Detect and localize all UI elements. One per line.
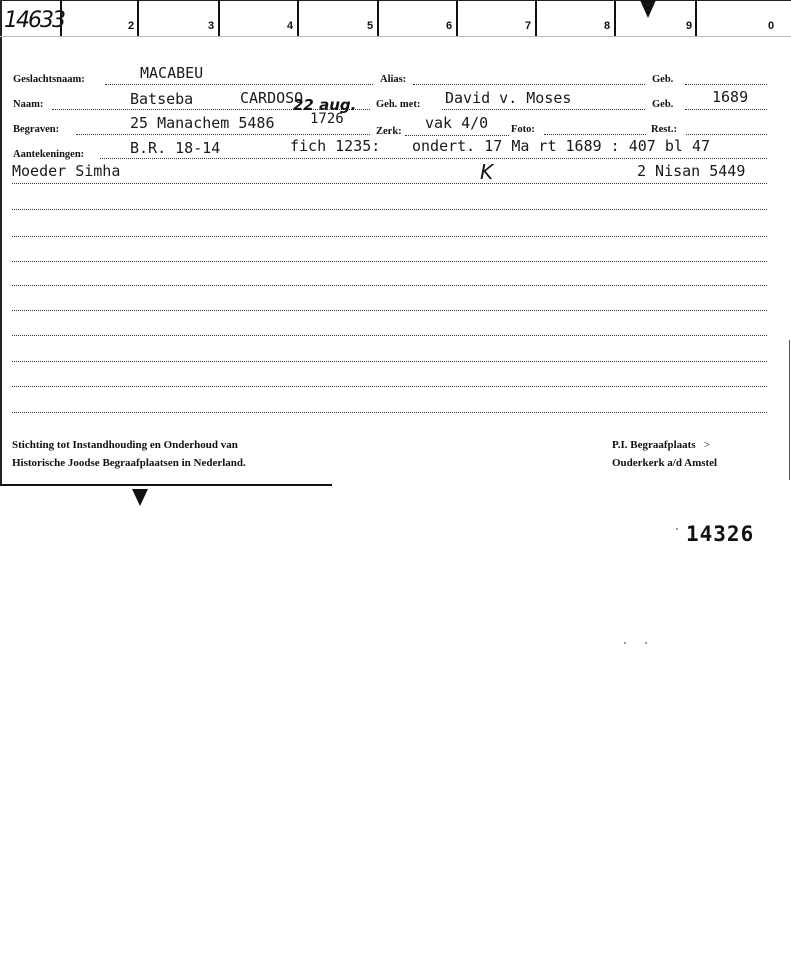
surname-label: Geslachtsnaam:	[13, 74, 85, 85]
ruler-tick	[297, 0, 299, 36]
notes-fiche: fich 1235:	[290, 137, 381, 155]
family-name-value: CARDOSO	[240, 89, 304, 107]
ruler-tick	[137, 0, 139, 36]
footer-org-line-2: Historische Joodse Begraafplaatsen in Nederland.	[12, 457, 246, 469]
notes-reference: B.R. 18-14	[130, 139, 221, 157]
married-label: Geh. met:	[376, 99, 421, 110]
ruled-line	[12, 285, 767, 286]
rest-line	[686, 134, 767, 135]
notes-line	[100, 158, 767, 159]
scan-speck	[676, 528, 678, 530]
buried-label: Begraven:	[13, 124, 60, 135]
ruler-number: 9	[686, 20, 693, 32]
ruled-line	[12, 361, 767, 362]
photo-line	[544, 134, 646, 135]
notes-label: Aantekeningen:	[13, 149, 85, 160]
rest-label: Rest.:	[651, 124, 677, 135]
archive-number: 14326	[686, 522, 755, 546]
ruler-number: 2	[128, 20, 135, 32]
ruler-tick	[456, 0, 458, 36]
grave-value: vak 4/0	[425, 114, 489, 132]
scan-speck	[645, 642, 647, 644]
surname-value: MACABEU	[140, 64, 204, 82]
burial-year-value: 1726	[310, 111, 344, 127]
mother-note: Moeder Simha	[12, 162, 121, 180]
ruled-line	[12, 386, 767, 387]
ruler-number: 6	[446, 20, 453, 32]
ruler-tick	[695, 0, 697, 36]
ruler-tick	[614, 0, 616, 36]
alias-label: Alias:	[380, 74, 407, 85]
punch-notch-top	[640, 0, 656, 18]
buried-line	[76, 134, 370, 135]
first-name-value: Batseba	[130, 90, 194, 108]
handwritten-mark: K	[480, 160, 494, 184]
ruler-number: 3	[208, 20, 215, 32]
birth-label-2: Geb.	[652, 99, 674, 110]
birth-year-value: 1689	[712, 88, 749, 106]
grave-label: Zerk:	[376, 126, 402, 137]
ruled-line	[12, 261, 767, 262]
ruled-line	[12, 335, 767, 336]
punch-notch-bottom	[132, 489, 148, 506]
ruler-tick	[535, 0, 537, 36]
married-line	[442, 109, 645, 110]
birth-line-2	[685, 109, 767, 110]
handwritten-burial-date: 22 aug.	[293, 96, 357, 114]
alias-line	[413, 84, 645, 85]
birth-line-1	[685, 84, 767, 85]
index-card	[0, 0, 791, 486]
ruler-number: 8	[604, 20, 611, 32]
ruler-number: 4	[287, 20, 294, 32]
ruled-line	[12, 310, 767, 311]
married-value: David v. Moses	[445, 89, 572, 107]
surname-line	[105, 84, 373, 85]
burial-date-value: 25 Manachem 5486	[130, 114, 275, 132]
ruled-line	[12, 183, 767, 184]
ruler-baseline	[0, 36, 791, 37]
ruler-tick	[218, 0, 220, 36]
footer-cemetery	[612, 436, 717, 472]
card-bottom-edge	[0, 484, 332, 486]
footer-place-line-2: Ouderkerk a/d Amstel	[612, 457, 718, 469]
scan-speck	[624, 642, 626, 644]
ruler-tick	[377, 0, 379, 36]
notes-signed: ondert. 17 Ma rt 1689 : 407 bl 47	[412, 137, 711, 155]
ruler-number: 5	[367, 20, 374, 32]
card-left-edge	[0, 0, 2, 486]
footer-place-line-1: P.I. Begraafplaats >	[612, 439, 711, 451]
ruled-line	[12, 236, 767, 237]
photo-label: Foto:	[511, 124, 535, 135]
hebrew-date-note: 2 Nisan 5449	[637, 162, 746, 180]
card-right-edge	[789, 340, 790, 480]
birth-label-1: Geb.	[652, 74, 674, 85]
card-top-edge	[0, 0, 791, 1]
footer-org-line-1: Stichting tot Instandhouding en Onderhoud van	[12, 439, 238, 451]
ruled-line	[12, 412, 767, 413]
ruler-number: 0	[768, 20, 775, 32]
name-label: Naam:	[13, 99, 44, 110]
ruled-line	[12, 209, 767, 210]
grave-line	[405, 135, 509, 136]
footer-organization	[12, 436, 246, 472]
handwritten-card-number: 14633	[4, 8, 64, 33]
ruler-number: 7	[525, 20, 532, 32]
